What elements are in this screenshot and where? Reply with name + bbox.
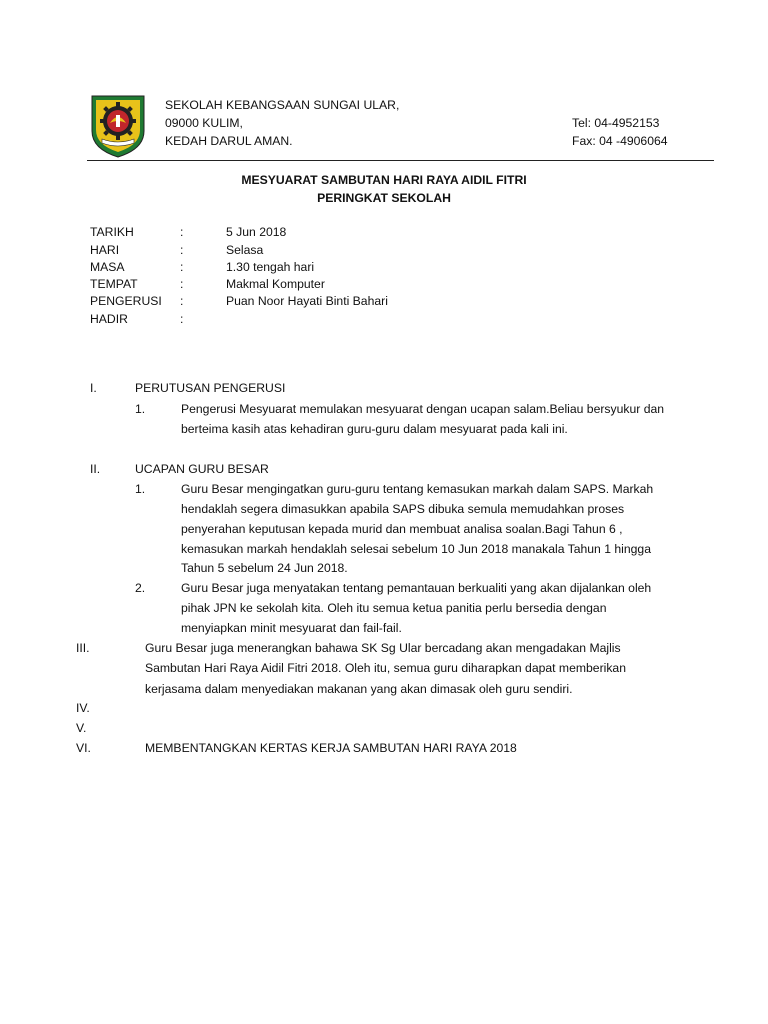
section-heading: MEMBENTANGKAN KERTAS KERJA SAMBUTAN HARI RAYA 2018 (145, 741, 517, 755)
detail-label: HARI (90, 243, 120, 257)
item-number: 1. (135, 482, 146, 496)
detail-colon: : (180, 243, 184, 257)
section-numeral: IV. (76, 701, 90, 715)
telephone-number: Tel: 04-4952153 (572, 116, 660, 130)
detail-label: TEMPAT (90, 277, 138, 291)
address-line-1: 09000 KULIM, (165, 116, 243, 130)
detail-value: 5 Jun 2018 (226, 225, 287, 239)
paragraph-line: Guru Besar mengingatkan guru-guru tentang kemasukan markah dalam SAPS. Markah (181, 482, 654, 496)
section-numeral: III. (76, 641, 90, 655)
paragraph-line: Pengerusi Mesyuarat memulakan mesyuarat dengan ucapan salam.Beliau bersyukur dan (181, 402, 665, 416)
section-heading: PERUTUSAN PENGERUSI (135, 381, 286, 395)
detail-value: Puan Noor Hayati Binti Bahari (226, 294, 388, 308)
detail-colon: : (180, 260, 184, 274)
section-heading: UCAPAN GURU BESAR (135, 462, 269, 476)
section-numeral: VI. (76, 741, 91, 755)
detail-colon: : (180, 312, 184, 326)
detail-colon: : (180, 277, 184, 291)
document-title-line-2: PERINGKAT SEKOLAH (317, 191, 451, 205)
paragraph-line: Guru Besar juga menyatakan tentang pemantauan berkualiti yang akan dijalankan oleh (181, 581, 652, 595)
item-number: 1. (135, 402, 146, 416)
item-number: 2. (135, 581, 146, 595)
detail-value: Selasa (226, 243, 264, 257)
fax-number: Fax: 04 -4906064 (572, 134, 668, 148)
detail-colon: : (180, 294, 184, 308)
paragraph-line: Tahun 5 sebelum 24 Jun 2018. (181, 561, 348, 575)
paragraph-line: kerjasama dalam menyediakan makanan yang akan dimasak oleh guru sendiri. (145, 682, 573, 696)
section-numeral: V. (76, 721, 87, 735)
detail-value: 1.30 tengah hari (226, 260, 315, 274)
detail-colon: : (180, 225, 184, 239)
detail-label: TARIKH (90, 225, 134, 239)
detail-value: Makmal Komputer (226, 277, 325, 291)
detail-label: MASA (90, 260, 125, 274)
address-line-2: KEDAH DARUL AMAN. (165, 134, 293, 148)
section-numeral: I. (90, 381, 97, 395)
paragraph-line: hendaklah segera dimasukkan apabila SAPS dibuka semula memudahkan proses (181, 502, 625, 516)
paragraph-line: penyerahan keputusan kepada murid dan membuat analisa soalan.Bagi Tahun 6 , (181, 522, 623, 536)
paragraph-line: menyiapkan minit mesyuarat dan fail-fail. (181, 621, 402, 635)
detail-label: PENGERUSI (90, 294, 162, 308)
paragraph-line: berteima kasih atas kehadiran guru-guru dalam mesyuarat pada kali ini. (181, 422, 568, 436)
section-numeral: II. (90, 462, 101, 476)
paragraph-line: Guru Besar juga menerangkan bahawa SK Sg Ular bercadang akan mengadakan Majlis (145, 641, 621, 655)
school-crest-logo (89, 93, 147, 159)
detail-label: HADIR (90, 312, 128, 326)
document-title-line-1: MESYUARAT SAMBUTAN HARI RAYA AIDIL FITRI (241, 173, 527, 187)
paragraph-line: pihak JPN ke sekolah kita. Oleh itu semua ketua panitia perlu bersedia dengan (181, 601, 607, 615)
paragraph-line: Sambutan Hari Raya Aidil Fitri 2018. Oleh itu, semua guru diharapkan dapat memberikan (145, 661, 626, 675)
paragraph-line: kemasukan markah hendaklah selesai sebelum 10 Jun 2018 manakala Tahun 1 hingga (181, 542, 651, 556)
header-divider (87, 160, 714, 161)
school-name: SEKOLAH KEBANGSAAN SUNGAI ULAR, (165, 98, 400, 112)
